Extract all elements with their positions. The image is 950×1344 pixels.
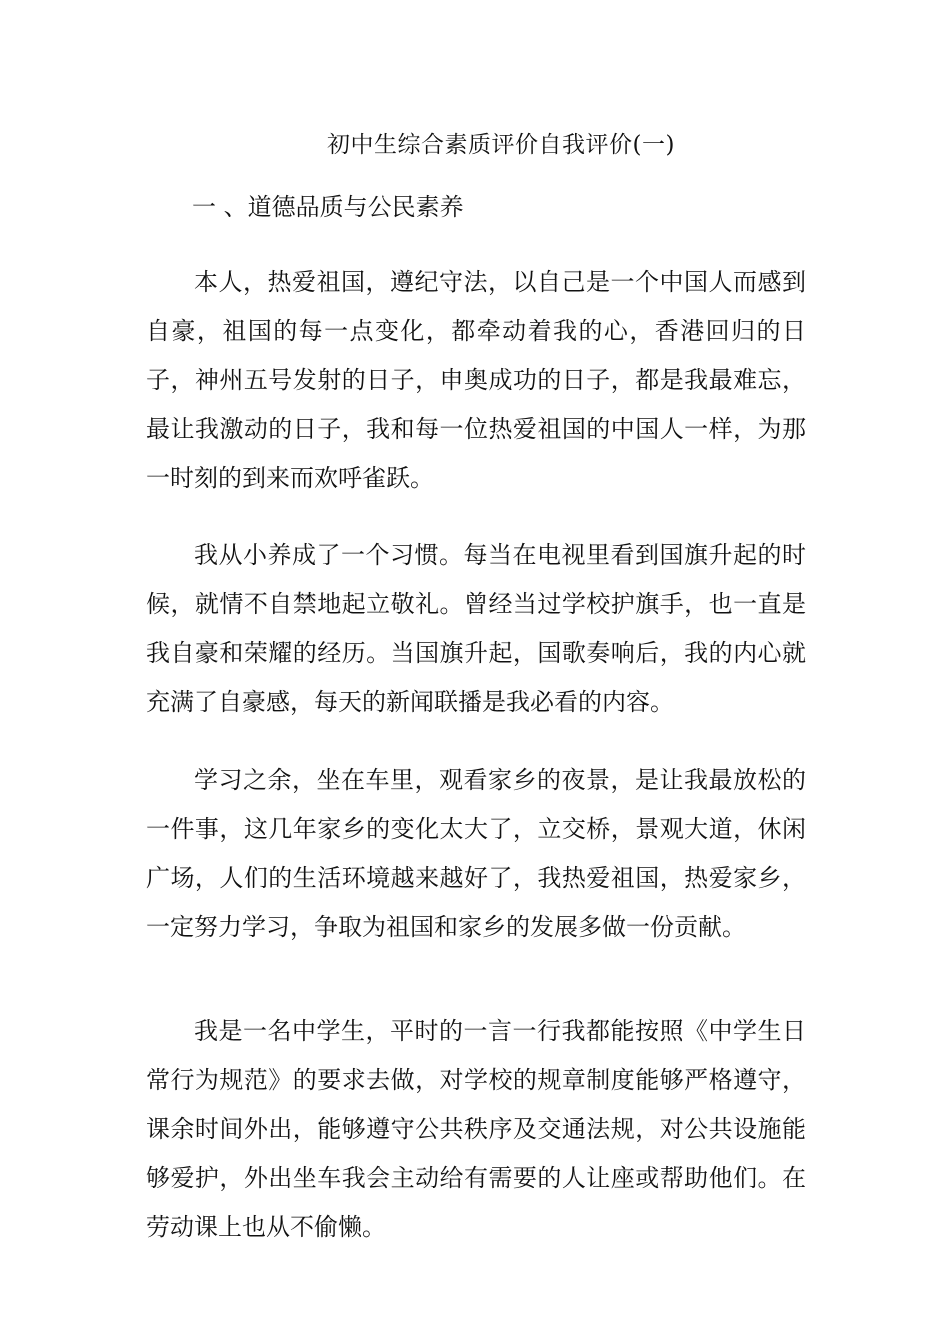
paragraph-flag-salute: 我从小养成了一个习惯。每当在电视里看到国旗升起的时候，就情不自禁地起立敬礼。曾经当过学校护旗手，也一直是我自豪和荣耀的经历。当国旗升起，国歌奏响后，我的内心就充满了自豪感，每天的新闻联播是我必看的内容。 — [146, 541, 806, 716]
paragraph-patriotism: 本人，热爱祖国，遵纪守法，以自己是一个中国人而感到自豪，祖国的每一点变化，都牵动着我的心，香港回归的日子，神州五号发射的日子，申奥成功的日子，都是我最难忘，最让我激动的日子，我和每一位热爱祖国的中国人一样，为那一时刻的到来而欢呼雀跃。 — [146, 268, 806, 492]
section-heading: 一 、道德品质与公民素养 — [192, 193, 464, 221]
document-title: 初中生综合素质评价自我评价(一) — [327, 132, 675, 158]
paragraph-hometown: 学习之余，坐在车里，观看家乡的夜景，是让我最放松的一件事，这几年家乡的变化太大了，立交桥，景观大道，休闲广场，人们的生活环境越来越好了，我热爱祖国，热爱家乡，一定努力学习，争取为祖国和家乡的发展多做一份贡献。 — [146, 766, 806, 941]
paragraph-conduct: 我是一名中学生，平时的一言一行我都能按照《中学生日常行为规范》的要求去做，对学校的规章制度能够严格遵守，课余时间外出，能够遵守公共秩序及交通法规，对公共设施能够爱护，外出坐车我会主动给有需要的人让座或帮助他们。在劳动课上也从不偷懒。 — [146, 1017, 806, 1241]
